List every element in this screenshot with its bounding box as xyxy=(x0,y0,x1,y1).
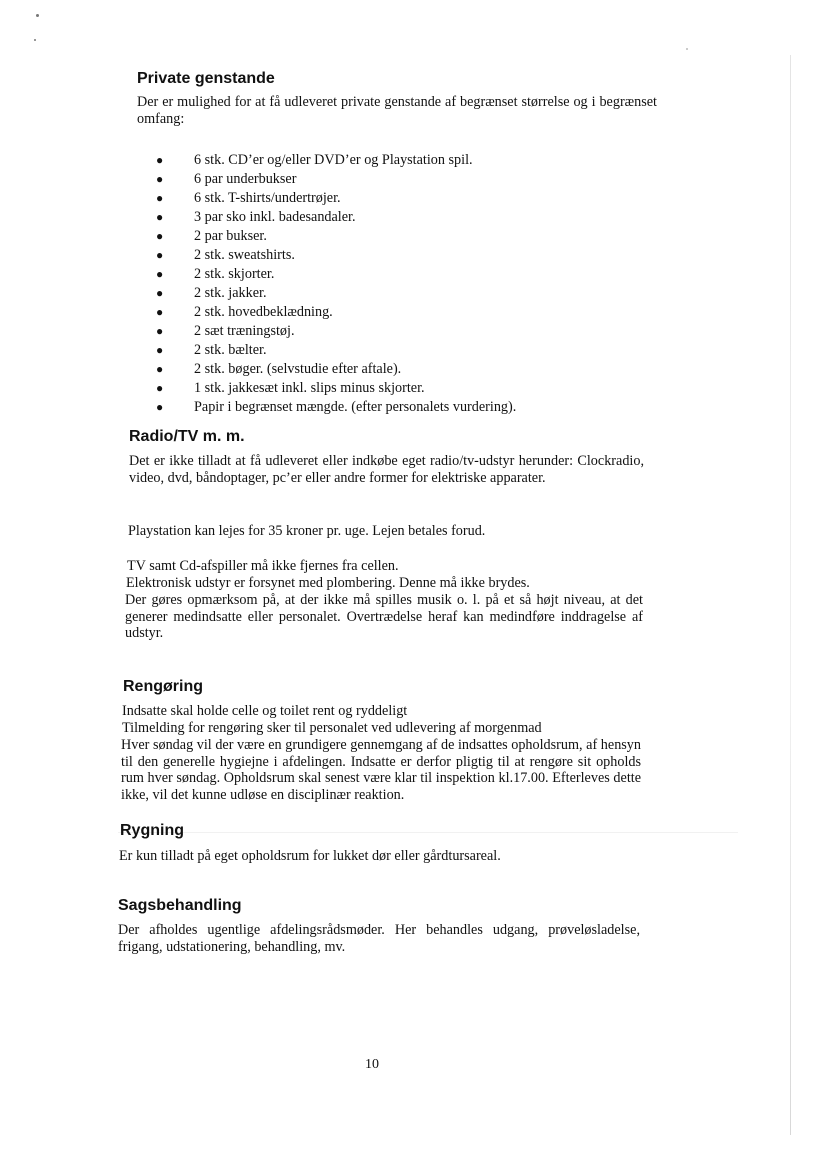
private-item xyxy=(154,341,614,360)
private-item xyxy=(154,284,614,303)
faint-scan-line xyxy=(118,832,738,833)
private-item xyxy=(154,398,614,417)
radio-paragraph-3a: TV samt Cd-afspiller må ikke fjernes fra cellen. xyxy=(127,558,399,574)
private-item-label: 2 stk. skjorter. xyxy=(194,266,275,282)
smoking-text: Er kun tilladt på eget opholdsrum for lukket dør eller gårdtursareal. xyxy=(119,848,501,864)
bullet-icon: ● xyxy=(156,324,164,338)
private-item xyxy=(154,265,614,284)
private-intro: Der er mulighed for at få udleveret private genstande af begrænset størrelse og i begrænset omfang: xyxy=(137,94,657,127)
page-number: 10 xyxy=(365,1057,379,1072)
bullet-icon: ● xyxy=(156,153,164,167)
radio-paragraph-2: Playstation kan lejes for 35 kroner pr. uge. Lejen betales forud. xyxy=(128,523,486,539)
case-text: Der afholdes ugentlige afdelingsrådsmøder. Her behandles udgang, prøveløsladelse, frigang, udstationering, behandling, mv. xyxy=(118,922,640,955)
private-item xyxy=(154,170,614,189)
private-item-label: 1 stk. jakkesæt inkl. slips minus skjorter. xyxy=(194,380,425,396)
heading-private-genstande: Private genstande xyxy=(137,70,275,87)
bullet-icon: ● xyxy=(156,362,164,376)
bullet-icon: ● xyxy=(156,381,164,395)
bullet-icon: ● xyxy=(156,229,164,243)
private-item xyxy=(154,379,614,398)
bullet-icon: ● xyxy=(156,305,164,319)
private-items-list xyxy=(154,151,614,417)
private-item-label: 2 sæt træningstøj. xyxy=(194,323,295,339)
scan-speck xyxy=(36,14,39,17)
bullet-icon: ● xyxy=(156,400,164,414)
private-item xyxy=(154,189,614,208)
private-item xyxy=(154,151,614,170)
private-item-label: 2 par bukser. xyxy=(194,228,267,244)
bullet-icon: ● xyxy=(156,210,164,224)
private-item xyxy=(154,303,614,322)
heading-rengoring: Rengøring xyxy=(123,678,203,695)
private-item-label: 2 stk. sweatshirts. xyxy=(194,247,295,263)
cleaning-line-3: Hver søndag vil der være en grundigere gennemgang af de indsattes opholdsrum, af hensyn til den generelle hygiejne i afdelingen. Indsatte er derfor pligtig til at rengøre sit opholds rum hver søndag. Opholdsrum skal senest være klar til inspektion kl.17.00. Efterleves dette ikke, vil det kunne udløse en disciplinær reaktion. xyxy=(121,737,641,803)
cleaning-line-1: Indsatte skal holde celle og toilet rent og ryddeligt xyxy=(122,703,408,719)
private-item-label: 6 stk. CD’er og/eller DVD’er og Playstation spil. xyxy=(194,152,473,168)
private-item-label: 3 par sko inkl. badesandaler. xyxy=(194,209,356,225)
private-item xyxy=(154,227,614,246)
private-item-label: 2 stk. hovedbeklædning. xyxy=(194,304,333,320)
bullet-icon: ● xyxy=(156,267,164,281)
bullet-icon: ● xyxy=(156,286,164,300)
radio-paragraph-3b: Elektronisk udstyr er forsynet med plombering. Denne må ikke brydes. xyxy=(126,575,530,591)
radio-paragraph-1: Det er ikke tilladt at få udleveret eller indkøbe eget radio/tv-udstyr herunder: Clockradio, video, dvd, båndoptager, pc’er eller andre former for elektriske apparater. xyxy=(129,453,644,486)
heading-rygning: Rygning xyxy=(120,822,184,839)
scan-speck xyxy=(34,39,36,41)
private-item-label: 2 stk. bælter. xyxy=(194,342,267,358)
private-item-label: 2 stk. jakker. xyxy=(194,285,267,301)
private-item-label: 2 stk. bøger. (selvstudie efter aftale). xyxy=(194,361,402,377)
bullet-icon: ● xyxy=(156,172,164,186)
private-item xyxy=(154,322,614,341)
private-item-label: 6 par underbukser xyxy=(194,171,297,187)
private-item xyxy=(154,360,614,379)
private-item-label: Papir i begrænset mængde. (efter personalets vurdering). xyxy=(194,399,517,415)
bullet-icon: ● xyxy=(156,343,164,357)
private-item xyxy=(154,246,614,265)
scan-speck xyxy=(686,48,688,50)
scan-edge-line xyxy=(790,55,791,1135)
bullet-icon: ● xyxy=(156,248,164,262)
bullet-icon: ● xyxy=(156,191,164,205)
heading-radio-tv: Radio/TV m. m. xyxy=(129,428,245,445)
cleaning-line-2: Tilmelding for rengøring sker til personalet ved udlevering af morgenmad xyxy=(122,720,542,736)
private-item-label: 6 stk. T-shirts/undertrøjer. xyxy=(194,190,341,206)
private-item xyxy=(154,208,614,227)
radio-paragraph-3c: Der gøres opmærksom på, at der ikke må spilles musik o. l. på et så højt niveau, at det generer medindsatte eller personalet. Overtrædelse heraf kan medindføre inddragelse af udstyr. xyxy=(125,592,643,641)
heading-sagsbehandling: Sagsbehandling xyxy=(118,897,242,914)
